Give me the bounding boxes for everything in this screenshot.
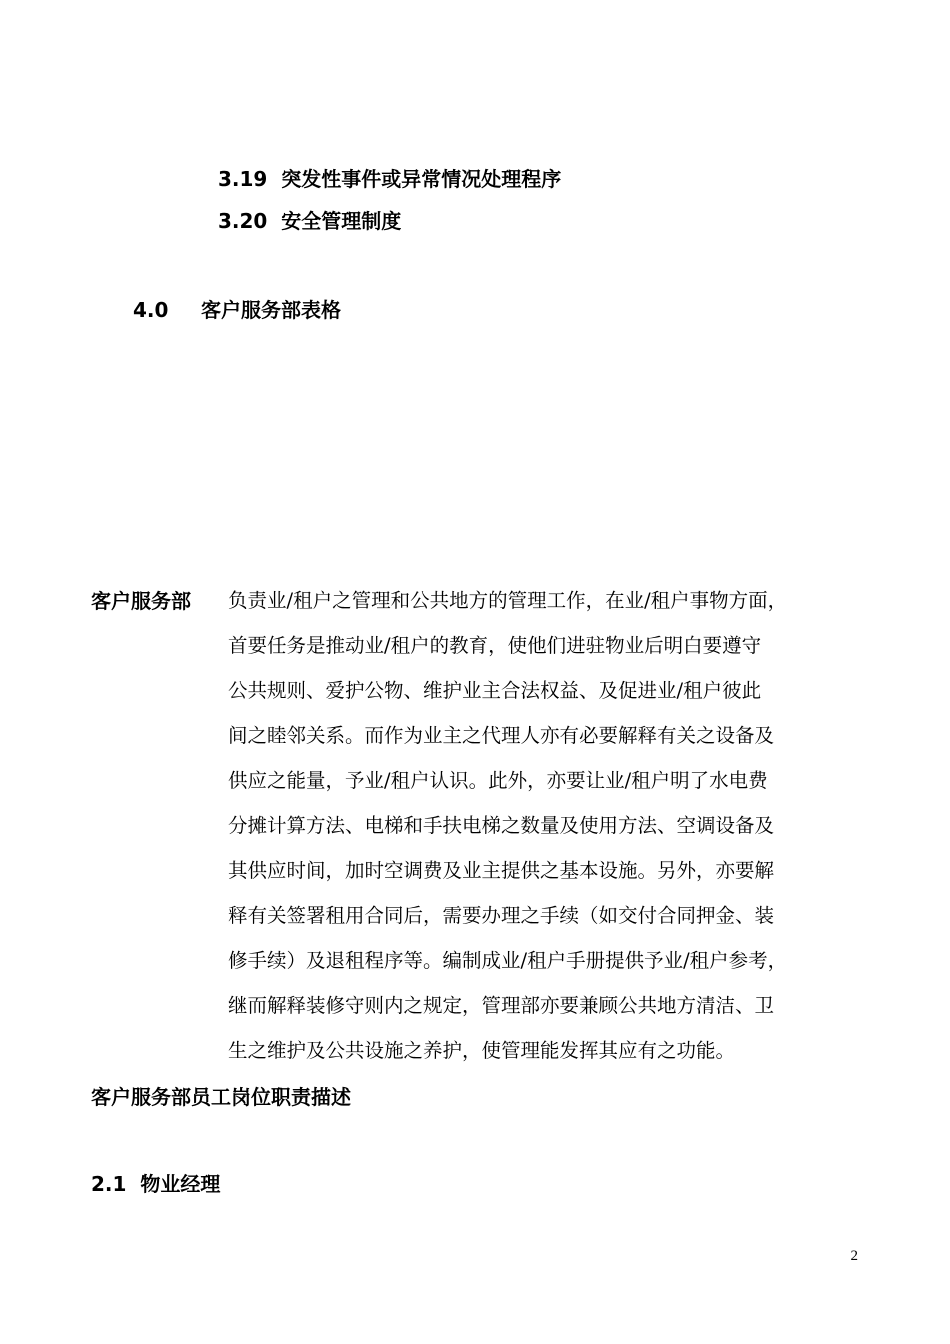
department-description-line: 供应之能量，予业/租户认识。此外，亦要让业/租户明了水电费 — [228, 769, 768, 792]
duties-heading: 客户服务部员工岗位职责描述 — [91, 1085, 351, 1109]
department-description-line: 间之睦邻关系。而作为业主之代理人亦有必要解释有关之设备及 — [228, 724, 775, 747]
department-description-line: 继而解释装修守则内之规定，管理部亦要兼顾公共地方清洁、卫 — [228, 994, 775, 1017]
department-description-line: 生之维护及公共设施之养护，使管理能发挥其应有之功能。 — [228, 1039, 736, 1062]
department-description-line: 其供应时间，加时空调费及业主提供之基本设施。另外，亦要解 — [228, 859, 775, 882]
department-description-line: 分摊计算方法、电梯和手扶电梯之数量及使用方法、空调设备及 — [228, 814, 775, 837]
section-title: 客户服务部表格 — [201, 298, 341, 322]
subsection-heading — [91, 1170, 220, 1198]
toc-entry-number: 3.20 — [218, 209, 268, 233]
department-description-line: 释有关签署租用合同后，需要办理之手续（如交付合同押金、装 — [228, 904, 775, 927]
department-description-line: 首要任务是推动业/租户的教育，使他们进驻物业后明白要遵守 — [228, 634, 762, 657]
toc-entry-number: 3.19 — [218, 167, 268, 191]
toc-entry-3-20 — [218, 207, 401, 235]
section-number: 4.0 — [133, 298, 169, 322]
department-description-line: 修手续）及退租程序等。编制成业/租户手册提供予业/租户参考， — [228, 949, 788, 972]
department-description-line: 负责业/租户之管理和公共地方的管理工作，在业/租户事物方面， — [228, 589, 788, 612]
department-description-line: 公共规则、爱护公物、维护业主合法权益、及促进业/租户彼此 — [228, 679, 762, 702]
department-label: 客户服务部 — [91, 589, 191, 613]
toc-entry-3-19 — [218, 165, 561, 193]
subsection-number: 2.1 — [91, 1172, 127, 1196]
subsection-title: 物业经理 — [140, 1172, 221, 1196]
page-number: 2 — [850, 1248, 858, 1264]
section-heading — [133, 296, 341, 324]
toc-entry-title: 安全管理制度 — [281, 209, 402, 233]
toc-entry-title: 突发性事件或异常情况处理程序 — [281, 167, 562, 191]
